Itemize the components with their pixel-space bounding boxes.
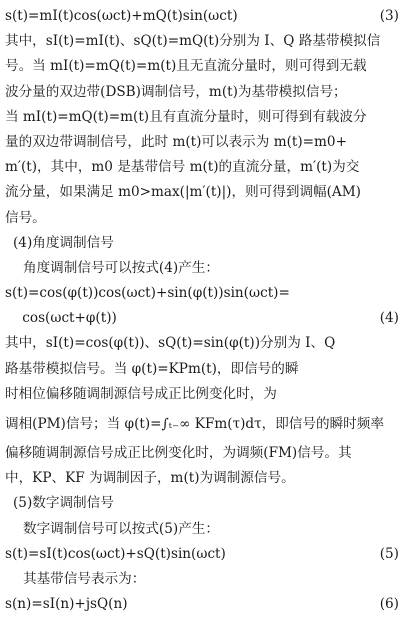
equation-3 <box>5 4 401 29</box>
equation-number: (6) <box>379 596 399 613</box>
equation-text: s(t)=cos(φ(t))cos(ωct)+sin(φ(t))sin(ωct)= <box>5 285 290 302</box>
equation-number <box>399 281 401 306</box>
equation-text: s(n)=sI(n)+jsQ(n) <box>5 596 128 613</box>
paragraph-line: 路基带模拟信号。当 φ(t)=KPm(t)，即信号的瞬 <box>5 360 299 377</box>
paragraph-line: 波分量的双边带(DSB)调制信号，m(t)为基带模拟信号； <box>5 83 347 100</box>
paragraph-line: 时相位偏移随调制源信号成正比例变化时，为 <box>5 385 277 402</box>
paragraph-line: 偏移随调制源信号成正比例变化时，为调频(FM)信号。其 <box>5 445 352 461</box>
paragraph-line: 信号。 <box>5 209 46 226</box>
equation-number: (5) <box>379 545 399 562</box>
paragraph-line: 角度调制信号可以按式(4)产生： <box>23 259 219 276</box>
equation-text: cos(ωct+φ(t)) <box>5 310 117 327</box>
equation-text: s(t)=mI(t)cos(ωct)+mQ(t)sin(ωct) <box>5 8 238 24</box>
paragraph-line: 其基带信号表示为： <box>23 570 146 587</box>
paragraph-line: 量的双边带调制信号，此时 m(t)可以表示为 m(t)=m0+ <box>5 133 347 150</box>
equation-4-line-2 <box>5 306 401 331</box>
paragraph-line: 中，KP、KF 为调制因子，m(t)为调制源信号。 <box>5 470 295 487</box>
section-heading-digital-modulation: (5)数字调制信号 <box>13 495 114 512</box>
equation-number: (3) <box>379 8 399 24</box>
paragraph-line: 其中，sI(t)=mI(t)、sQ(t)=mQ(t)分别为 I、Q 路基带模拟信 <box>5 33 381 50</box>
paragraph-line: 数字调制信号可以按式(5)产生： <box>23 520 219 537</box>
equation-number: (4) <box>379 310 399 327</box>
section-heading-angle-modulation: (4)角度调制信号 <box>13 234 114 251</box>
paragraph-line: 流分量，如果满足 m0>max(|m′(t)|)，则可得到调幅(AM) <box>5 184 361 201</box>
paragraph-line: 当 mI(t)=mQ(t)=m(t)且有直流分量时，则可得到有载波分 <box>5 108 367 125</box>
paragraph-line: m′(t)，其中，m0 是基带信号 m(t)的直流分量，m′(t)为交 <box>5 159 360 176</box>
equation-4-line-1 <box>5 281 401 306</box>
equation-5 <box>5 542 401 567</box>
paragraph-line: 其中，sI(t)=cos(φ(t))、sQ(t)=sin(φ(t))分别为 I、Q <box>5 335 336 352</box>
paragraph-line: 号。当 mI(t)=mQ(t)=m(t)且无直流分量时，则可得到无载 <box>5 58 367 75</box>
paragraph-line-with-integral: 调相(PM)信号；当 φ(t)=∫ₜ₋∞ KFm(τ)dτ，即信号的瞬时频率 <box>5 416 384 432</box>
equation-6 <box>5 592 401 617</box>
equation-text: s(t)=sI(t)cos(ωct)+sQ(t)sin(ωct) <box>5 545 226 562</box>
